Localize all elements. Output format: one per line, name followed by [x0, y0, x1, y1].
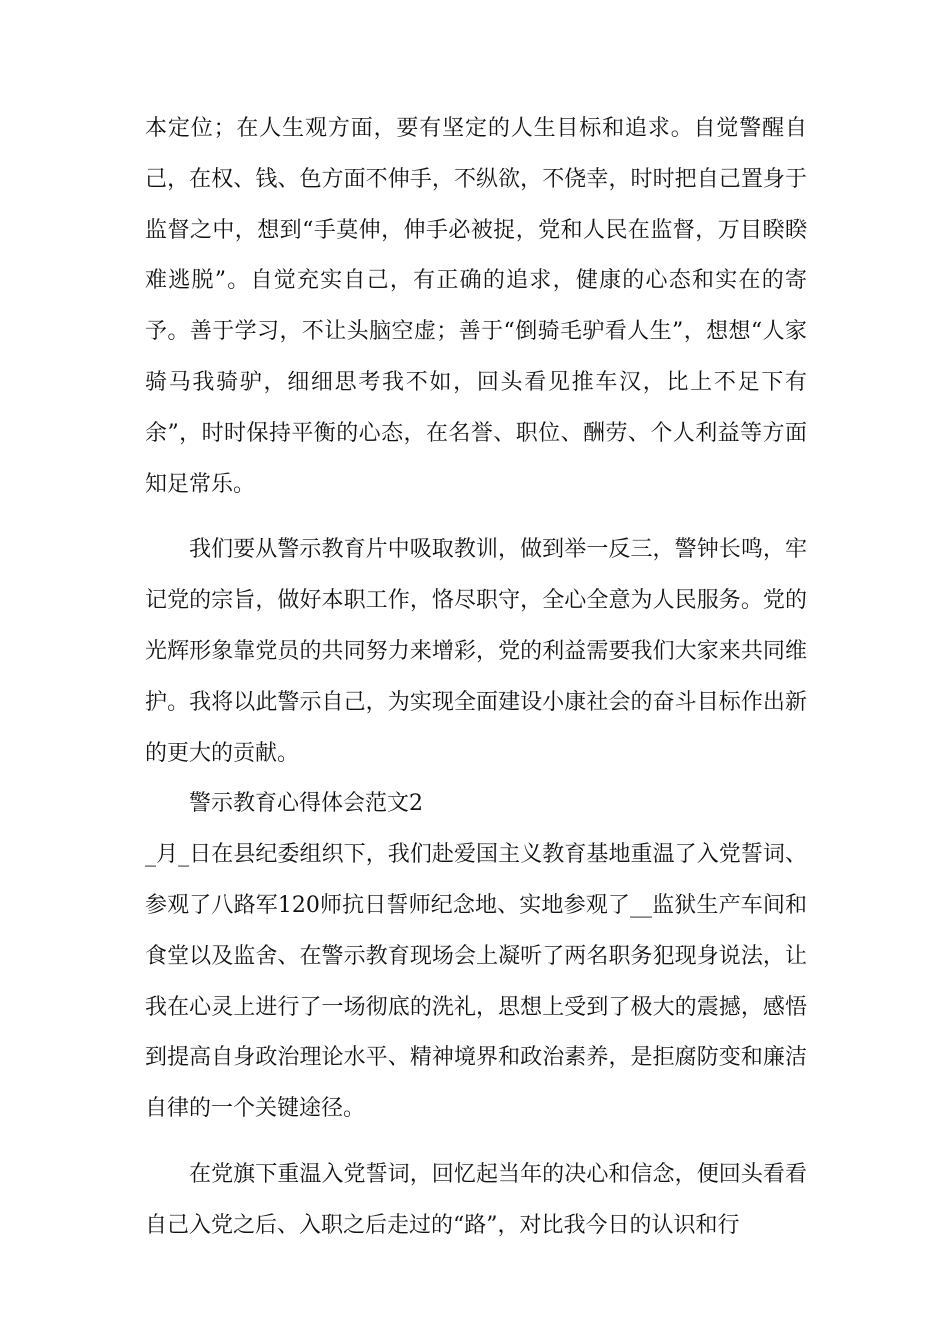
paragraph-lessons: 我们要从警示教育片中吸取教训，做到举一反三，警钟长鸣，牢记党的宗旨，做好本职工作，恪尽职守，全心全意为人民服务。党的光辉形象靠党员的共同努力来增彩，党的利益需要我们大家来共同维护。我将以此警示自己，为实现全面建设小康社会的奋斗目标作出新的更大的贡献。 [145, 537, 807, 766]
paragraph-visit: _月_日在县纪委组织下，我们赴爱国主义教育基地重温了入党誓词、参观了八路军120师抗日誓师纪念地、实地参观了__监狱生产车间和食堂以及监舍、在警示教育现场会上凝听了两名职务犯现身说法，让我在心灵上进行了一场彻底的洗礼，思想上受到了极大的震撼，感悟到提高自身政治理论水平、精神境界和政治素养，是拒腐防变和廉洁自律的一个关键途径。 [145, 842, 807, 1122]
section-heading: 警示教育心得体会范文2 [189, 791, 423, 817]
paragraph-continuation: 本定位；在人生观方面，要有坚定的人生目标和追求。自觉警醒自己，在权、钱、色方面不伸手，不纵欲，不侥幸，时时把自己置身于监督之中，想到“手莫伸，伸手必被捉，党和人民在监督，万目睽睽难逃脱”。自觉充实自己，有正确的追求，健康的心态和实在的寄予。善于学习，不让头脑空虚；善于“倒骑毛驴看人生”，想想“人家骑马我骑驴，细细思考我不如，回头看见推车汉，比上不足下有余”，时时保持平衡的心态，在名誉、职位、酬劳、个人利益等方面知足常乐。 [145, 116, 807, 497]
document-body [145, 104, 807, 1252]
paragraph-oath: 在党旗下重温入党誓词，回忆起当年的决心和信念，便回头看看自己入党之后、入职之后走过的“路”，对比我今日的认识和行 [145, 1161, 807, 1238]
